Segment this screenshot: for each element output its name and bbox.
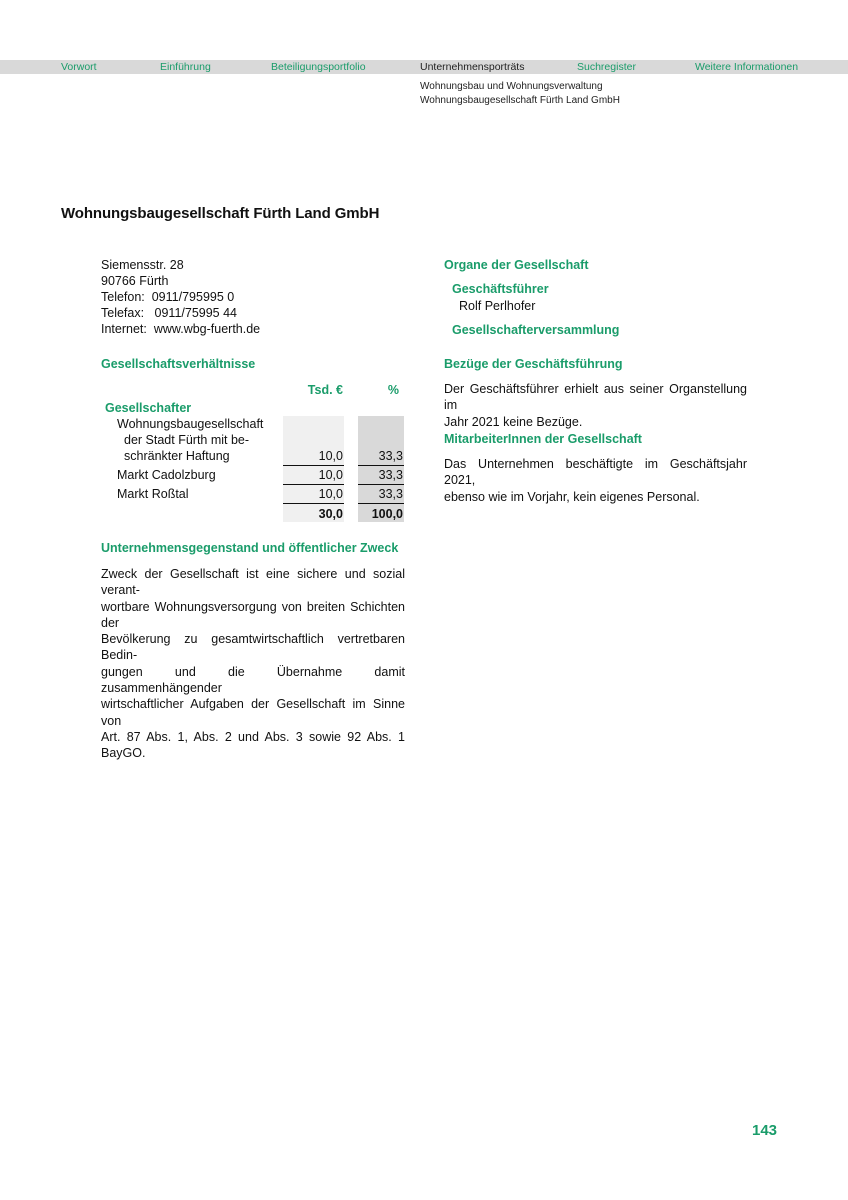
row3-amount: 10,0 [318,487,343,501]
row1-amount-rule [283,465,344,466]
row3-percent: 33,3 [378,487,403,501]
page-title: Wohnungsbaugesellschaft Fürth Land GmbH [61,205,380,222]
col-header-percent: % [387,383,399,397]
remuneration-line: Der Geschäftsführer erhielt aus seiner Organstellung im [444,382,747,413]
total-amount: 30,0 [318,507,343,521]
row2-amount-rule [283,484,344,485]
purpose-line: wirtschaftlicher Aufgaben der Gesellschaft im Sinne von [101,697,405,728]
row1-percent: 33,3 [378,449,403,463]
fax-value: 0911/75995 44 [154,306,238,320]
row2-amount: 10,0 [318,468,343,482]
address-city: 90766 Fürth [101,274,169,288]
row1-amount: 10,0 [318,449,343,463]
nav-weitere-informationen[interactable]: Weitere Informationen [695,61,799,73]
remuneration-heading: Bezüge der Geschäftsführung [444,357,623,371]
col-header-amount: Tsd. € [307,383,343,397]
nav-vorwort[interactable]: Vorwort [61,61,97,73]
address-block [101,257,260,337]
nav-unternehmensportraets[interactable]: Unternehmensporträts [420,61,525,73]
organs-heading: Organe der Gesellschaft [444,258,589,272]
shareholding-table [101,380,405,525]
total-percent: 100,0 [371,507,403,521]
purpose-line: Bevölkerung zu gesamtwirtschaftlich vertretbaren Bedin- [101,632,405,663]
staff-line: Das Unternehmen beschäftigte im Geschäftsjahr 2021, [444,457,747,488]
row2-percent: 33,3 [378,468,403,482]
fax-label: Telefax: [101,306,145,320]
page-number: 143 [752,1122,778,1139]
web-link[interactable]: www.wbg-fuerth.de [153,322,261,336]
address-street: Siemensstr. 28 [101,258,184,272]
remuneration-line: Jahr 2021 keine Bezüge. [444,414,583,429]
phone-row [101,289,260,305]
fax-row [101,305,260,321]
row3-percent-rule [358,503,404,504]
purpose-line: wortbare Wohnungsversorgung von breiten Schichten der [101,599,405,630]
row1-line1: Wohnungsbaugesellschaft [117,417,264,431]
phone-value: 0911/795995 0 [151,290,235,304]
breadcrumb-company: Wohnungsbaugesellschaft Fürth Land GmbH [420,95,620,106]
row3-label: Markt Roßtal [117,487,189,501]
staff-text [444,456,747,505]
row1-line3: schränkter Haftung [124,449,230,463]
purpose-line: Art. 87 Abs. 1, Abs. 2 und Abs. 3 sowie 92 Abs. 1 BayGO. [101,729,405,761]
purpose-heading: Unternehmensgegenstand und öffentlicher Zweck [101,541,399,555]
nav-beteiligungsportfolio[interactable]: Beteiligungsportfolio [271,61,366,73]
purpose-line: gungen und die Übernahme damit zusammenhängender [101,664,405,696]
row1-percent-rule [358,465,404,466]
group-label: Gesellschafter [105,401,192,415]
remuneration-text [444,381,747,430]
row2-label: Markt Cadolzburg [117,468,216,482]
nav-suchregister[interactable]: Suchregister [577,61,636,73]
breadcrumb-category: Wohnungsbau und Wohnungsverwaltung [420,81,603,92]
staff-line: ebenso wie im Vorjahr, kein eigenes Personal. [444,489,700,504]
shareholding-heading: Gesellschaftsverhältnisse [101,357,256,371]
purpose-line: Zweck der Gesellschaft ist eine sichere und sozial verant- [101,567,405,598]
row3-amount-rule [283,503,344,504]
web-row [101,321,260,337]
staff-heading: MitarbeiterInnen der Gesellschaft [444,432,642,446]
purpose-text [101,566,405,762]
md-name: Rolf Perlhofer [459,299,536,313]
row2-percent-rule [358,484,404,485]
web-label: Internet: [101,322,147,336]
nav-einfuehrung[interactable]: Einführung [160,61,211,73]
assembly-label: Gesellschafterversammlung [452,323,620,337]
row1-line2: der Stadt Fürth mit be- [124,433,250,447]
md-label: Geschäftsführer [452,282,549,296]
phone-label: Telefon: [101,290,145,304]
